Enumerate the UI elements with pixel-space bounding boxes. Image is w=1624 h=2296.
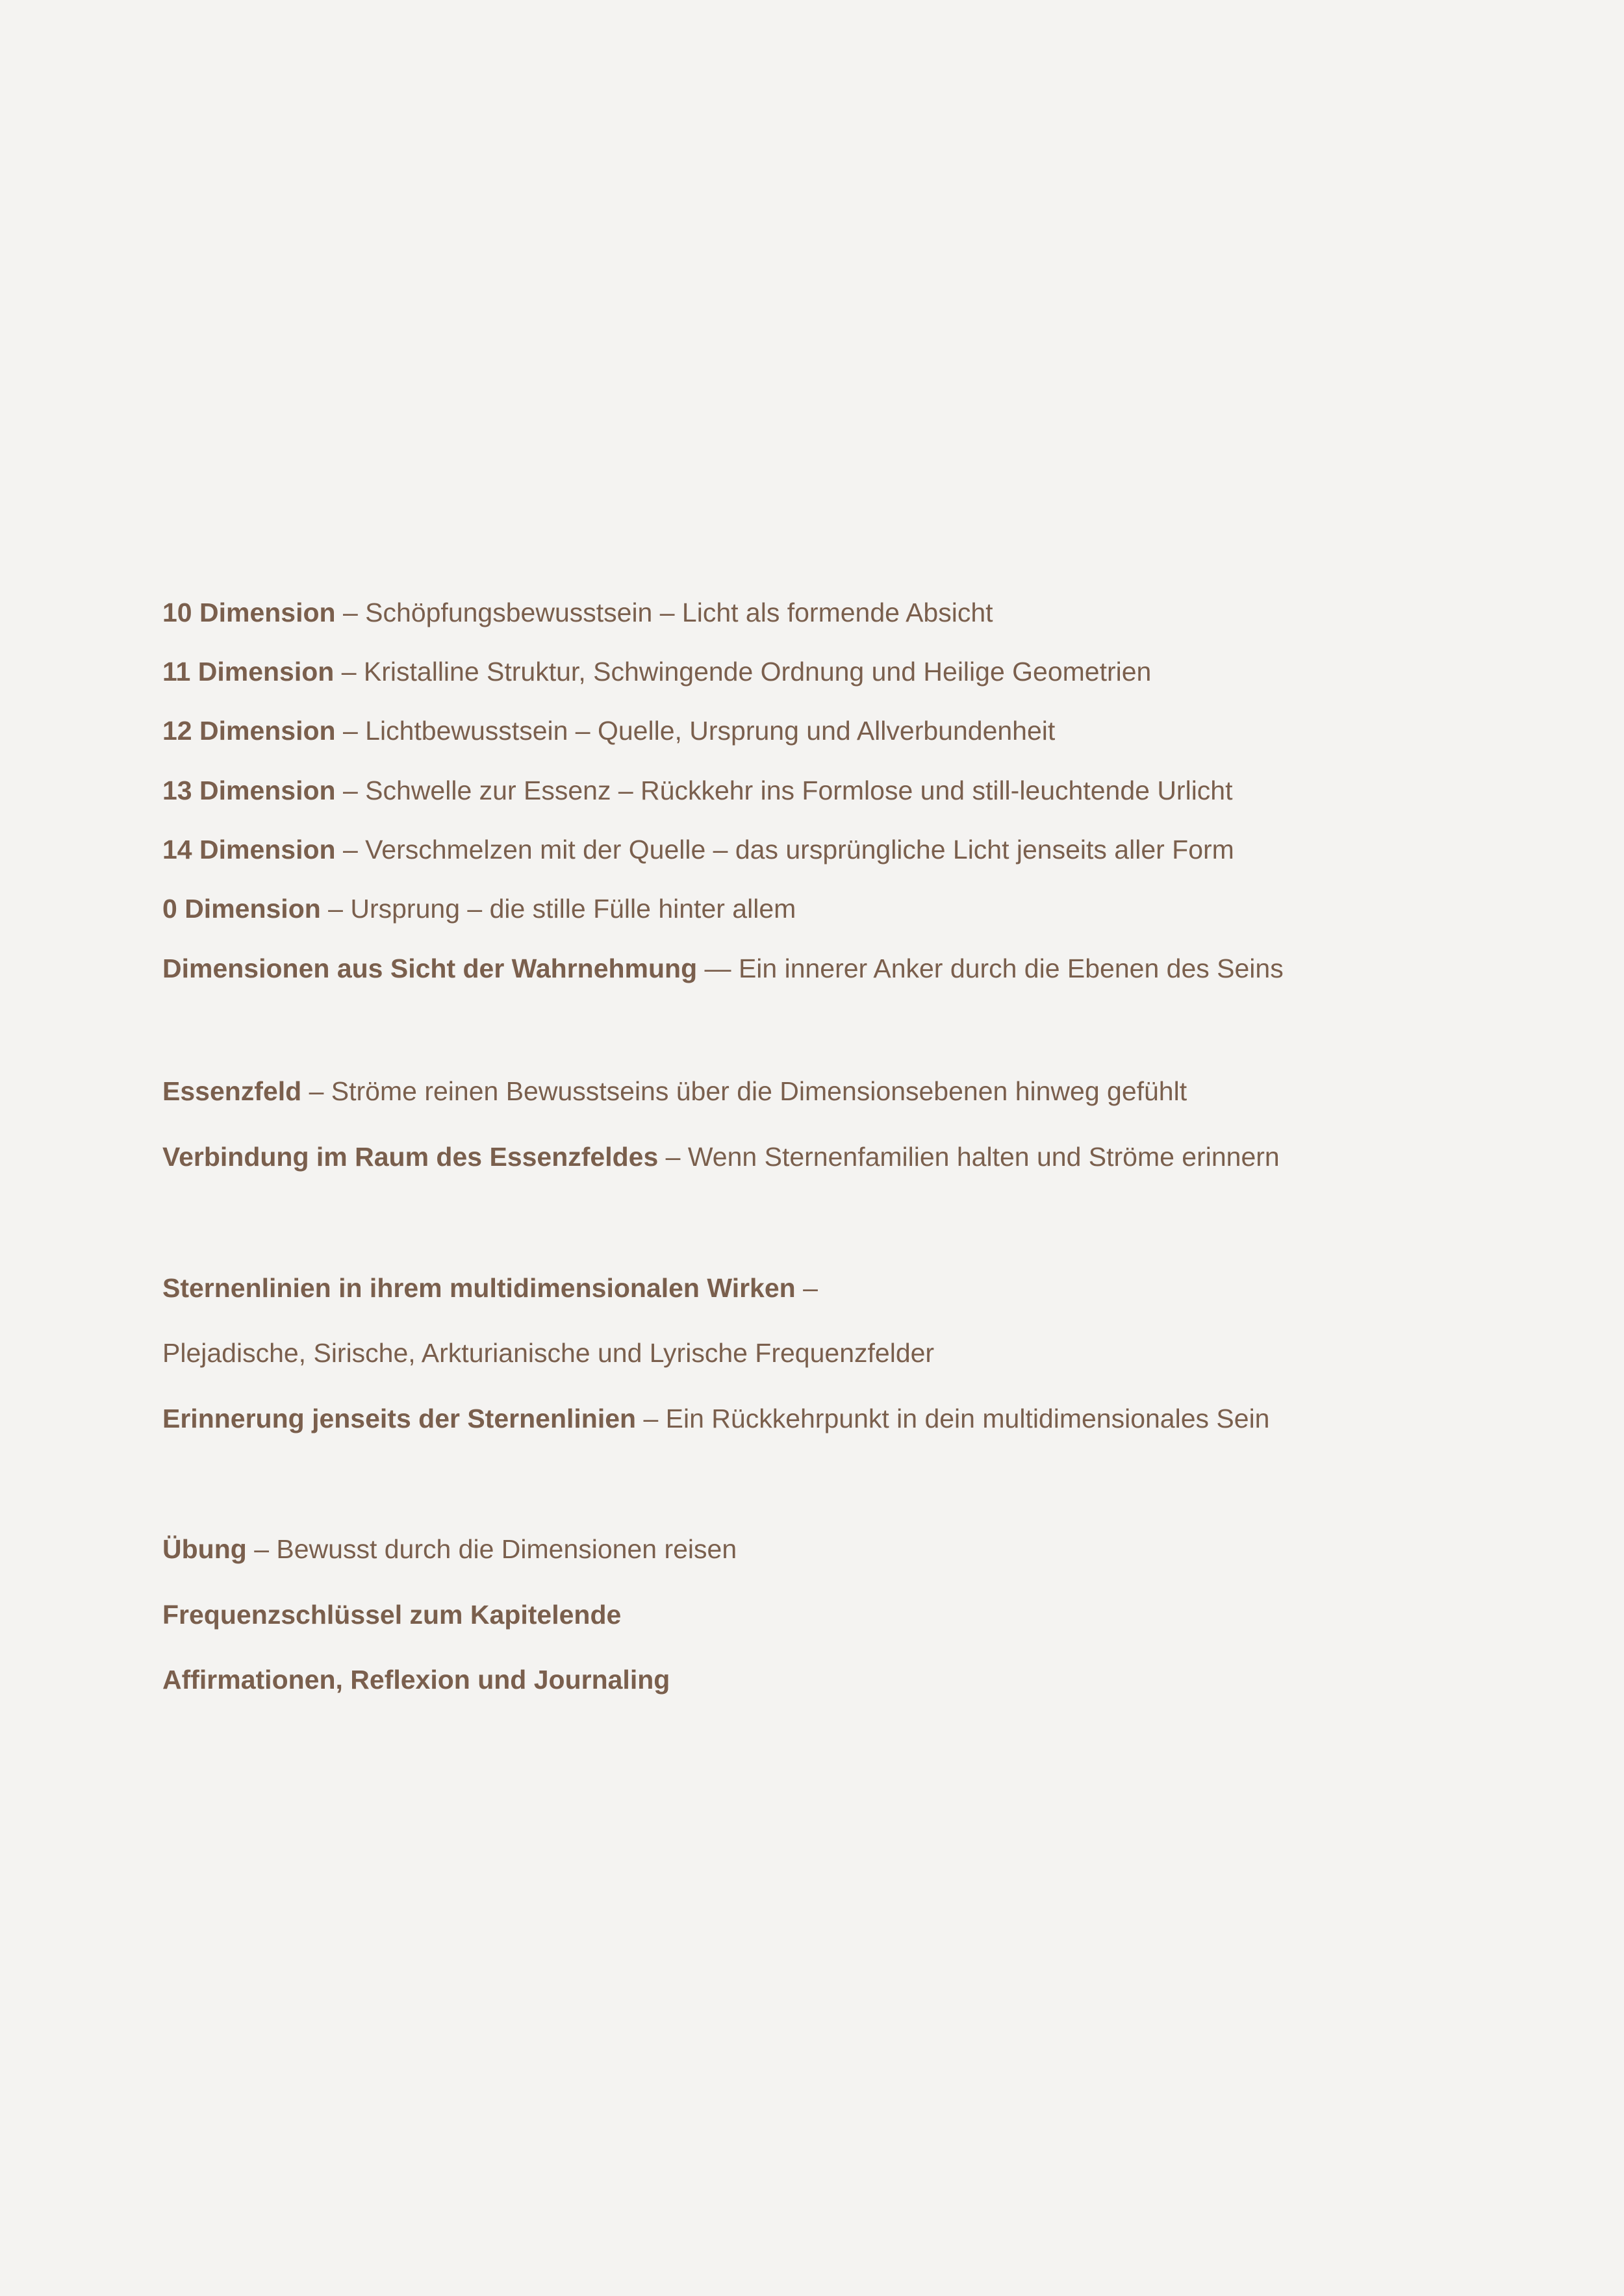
- entry-title: Dimensionen aus Sicht der Wahrnehmung: [162, 953, 698, 983]
- entry-description: – Ströme reinen Bewusstseins über die Dimensionsebenen hinweg gefühlt: [301, 1076, 1187, 1106]
- entry-title: Frequenzschlüssel zum Kapitelende: [162, 1600, 622, 1630]
- entry-description: – Wenn Sternenfamilien halten und Ströme erinnern: [658, 1142, 1280, 1172]
- toc-entry-verbindung: [162, 1139, 1579, 1175]
- toc-entry-10-dimension: [162, 594, 1579, 631]
- entry-description: Plejadische, Sirische, Arkturianische und Lyrische Frequenzfelder: [162, 1338, 935, 1368]
- entry-description: – Schwelle zur Essenz – Rückkehr ins Formlose und still-leuchtende Urlicht: [335, 776, 1233, 805]
- toc-entry-frequenzschluessel: [162, 1596, 1579, 1633]
- toc-entry-14-dimension: [162, 831, 1579, 868]
- entry-description: – Verschmelzen mit der Quelle – das ursprüngliche Licht jenseits aller Form: [335, 835, 1234, 864]
- entry-description: – Lichtbewusstsein – Quelle, Ursprung und Allverbundenheit: [335, 716, 1056, 746]
- toc-entry-13-dimension: [162, 772, 1579, 809]
- entry-description: –: [795, 1273, 818, 1303]
- toc-entry-uebung: [162, 1531, 1579, 1567]
- toc-entry-erinnerung: [162, 1400, 1579, 1437]
- entry-title: 0 Dimension: [162, 894, 321, 924]
- entry-title: Essenzfeld: [162, 1076, 302, 1106]
- entry-description: – Ein Rückkehrpunkt in dein multidimensionales Sein: [636, 1404, 1270, 1433]
- entry-description: — Ein innerer Anker durch die Ebenen des Seins: [697, 953, 1284, 983]
- toc-entry-0-dimension: [162, 890, 1579, 927]
- toc-entry-sternenlinien: [162, 1270, 1579, 1306]
- entry-title: Sternenlinien in ihrem multidimensionalen Wirken: [162, 1273, 796, 1303]
- entry-title: 10 Dimension: [162, 598, 336, 627]
- toc-entry-frequenzfelder: [162, 1335, 1579, 1371]
- toc-entry-essenzfeld: [162, 1073, 1579, 1109]
- toc-entry-12-dimension: [162, 713, 1579, 749]
- entry-description: – Ursprung – die stille Fülle hinter allem: [320, 894, 796, 924]
- entry-title: 11 Dimension: [162, 657, 335, 687]
- entry-title: 14 Dimension: [162, 835, 336, 864]
- entry-title: Übung: [162, 1534, 247, 1564]
- entry-description: – Schöpfungsbewusstsein – Licht als formende Absicht: [335, 598, 993, 627]
- entry-title: Verbindung im Raum des Essenzfeldes: [162, 1142, 659, 1172]
- entry-description: – Bewusst durch die Dimensionen reisen: [246, 1534, 737, 1564]
- entry-title: 12 Dimension: [162, 716, 336, 746]
- entry-title: Erinnerung jenseits der Sternenlinien: [162, 1404, 637, 1433]
- toc-entry-wahrnehmung: [162, 950, 1579, 987]
- entry-title: Affirmationen, Reflexion und Journaling: [162, 1665, 670, 1695]
- entry-title: 13 Dimension: [162, 776, 336, 805]
- entry-description: – Kristalline Struktur, Schwingende Ordnung und Heilige Geometrien: [334, 657, 1152, 687]
- toc-entry-affirmationen: [162, 1661, 1579, 1698]
- toc-entry-11-dimension: [162, 653, 1579, 690]
